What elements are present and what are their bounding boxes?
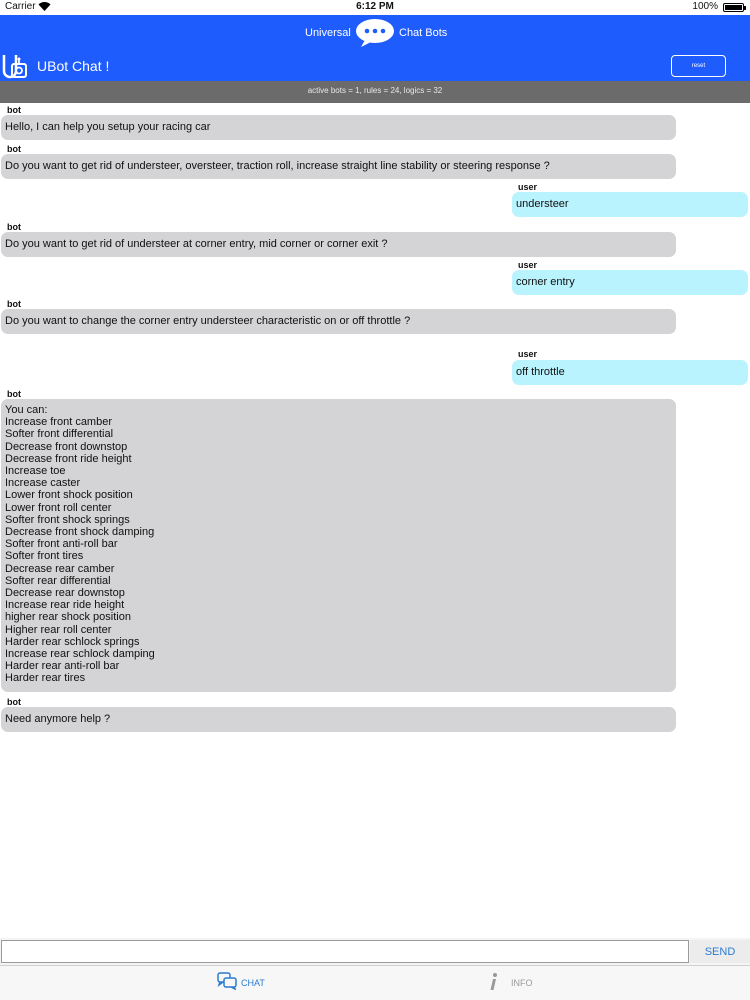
app-header bbox=[0, 15, 750, 81]
brand-text-left: Universal bbox=[305, 27, 351, 39]
brand-text-right: Chat Bots bbox=[399, 27, 448, 39]
user-message: corner entry bbox=[512, 270, 748, 295]
user-message: understeer bbox=[512, 192, 748, 217]
app-title: UBot Chat ! bbox=[37, 58, 110, 74]
tab-info-label: INFO bbox=[511, 978, 533, 988]
clock: 6:12 PM bbox=[356, 1, 394, 12]
bot-message: You can: Increase front camber Softer front differential Decrease front downstop Decrease front ride height Increase toe Increase caster Lower front shock position Lower front roll center Softer front shock springs Decrease front shock damping Softer front anti-roll bar Softer front tires Decrease rear camber Softer rear differential Decrease rear downstop Increase rear ride height higher rear shock position Higher rear roll center Harder rear schlock springs Increase rear schlock damping Harder rear anti-roll bar Harder rear tires bbox=[1, 399, 676, 692]
tab-chat-label: CHAT bbox=[241, 978, 265, 988]
ubot-logo-icon bbox=[1, 51, 29, 79]
user-message: off throttle bbox=[512, 360, 748, 385]
send-button[interactable]: SEND bbox=[690, 940, 750, 963]
sender-label: bot bbox=[7, 222, 21, 232]
sender-label: user bbox=[518, 260, 538, 270]
bot-message: Do you want to get rid of understeer, oversteer, traction roll, increase straight line stability or steering response ? bbox=[1, 154, 676, 179]
sender-label: bot bbox=[7, 299, 21, 309]
sender-label: bot bbox=[7, 105, 21, 115]
carrier-label: Carrier bbox=[5, 1, 36, 12]
sender-label: user bbox=[518, 182, 538, 192]
tab-chat[interactable] bbox=[217, 972, 287, 994]
tab-bar bbox=[0, 965, 750, 1000]
battery-icon bbox=[723, 3, 744, 12]
reset-button[interactable]: reset bbox=[671, 55, 726, 77]
bot-message: Do you want to get rid of understeer at corner entry, mid corner or corner exit ? bbox=[1, 232, 676, 257]
sender-label: bot bbox=[7, 697, 21, 707]
bot-message: Need anymore help ? bbox=[1, 707, 676, 732]
chat-transcript[interactable] bbox=[0, 103, 750, 937]
info-icon bbox=[487, 972, 501, 992]
sender-label: user bbox=[518, 349, 538, 359]
bot-message: Do you want to change the corner entry understeer characteristic on or off throttle ? bbox=[1, 309, 676, 334]
bot-message: Hello, I can help you setup your racing car bbox=[1, 115, 676, 140]
battery-percentage: 100% bbox=[692, 1, 718, 12]
compose-bar bbox=[0, 938, 750, 965]
bot-stats-bar: active bots = 1, rules = 24, logics = 32 bbox=[0, 81, 750, 103]
chat-bubbles-icon bbox=[217, 972, 237, 990]
chat-bubble-logo-icon bbox=[355, 18, 395, 48]
message-input[interactable] bbox=[1, 940, 689, 963]
sender-label: bot bbox=[7, 389, 21, 399]
sender-label: bot bbox=[7, 144, 21, 154]
status-bar bbox=[0, 0, 750, 15]
tab-info[interactable] bbox=[487, 972, 547, 994]
